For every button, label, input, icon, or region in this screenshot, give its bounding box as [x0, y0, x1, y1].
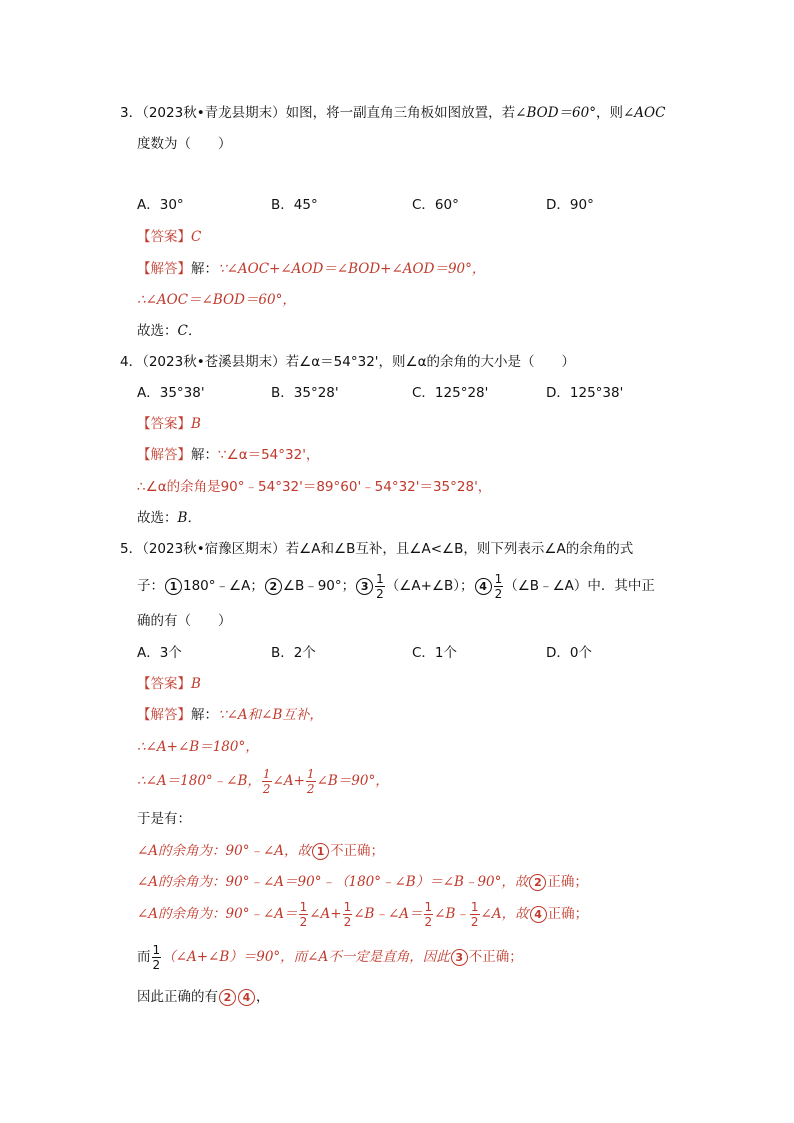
- circled-3-icon: 3: [451, 949, 468, 966]
- q4-answer-label: 【答案】: [137, 416, 191, 432]
- q4-solution-prefix: 解：: [191, 447, 218, 463]
- q4-choose: [137, 507, 201, 529]
- fraction-half: $\frac{1}{2}$: [494, 571, 503, 601]
- q5-sol5-part-b: 不正确；: [330, 843, 385, 859]
- q5-sol6-part-a: ∠A的余角为：90°﹣∠A＝90°﹣（180°﹣∠B）＝∠B﹣90°，故: [137, 874, 529, 890]
- circled-2-icon: 2: [219, 989, 236, 1006]
- q5-expr4: （∠B﹣∠A）中．其中正: [504, 578, 655, 594]
- q5-sol7-part-d: ∠B﹣: [434, 906, 469, 922]
- q5-solution-prefix: 解：: [191, 707, 218, 723]
- q5-option-b: B．2个: [271, 645, 316, 661]
- q5-solution-line1: [137, 704, 323, 726]
- circled-2-icon: 2: [529, 874, 546, 891]
- q5-solution-step4: 于是有：: [137, 811, 191, 827]
- q4-choose-prefix: 故选：: [137, 510, 178, 526]
- q4-option-c: C．125°28': [412, 385, 489, 401]
- q3-solution-label: 【解答】: [137, 261, 191, 277]
- q3-solution-line1: [137, 258, 485, 280]
- q5-sol9-part-a: 因此正确的有: [137, 989, 218, 1005]
- q3-option-b: B．45°: [271, 197, 318, 213]
- q5-option-c: C．1个: [412, 645, 458, 661]
- circled-4-icon: 4: [530, 906, 547, 923]
- q5-source: （2023秋•宿豫区期末）: [142, 541, 286, 557]
- q5-sol8-part-b: （∠A+∠B）＝90°，而∠A不一定是直角，因此: [162, 949, 450, 965]
- q3-solution-prefix: 解：: [191, 261, 218, 277]
- q5-sol8-part-c: 不正确；: [468, 949, 523, 965]
- fraction-half: $\frac{1}{2}$: [376, 571, 384, 601]
- q4-solution-step1: ∵∠α＝54°32'，: [218, 447, 320, 463]
- q3-answer-label: 【答案】: [137, 229, 191, 245]
- q3-number: 3．: [120, 105, 143, 121]
- q4-answer: [137, 413, 201, 435]
- q5-line2: [137, 572, 655, 600]
- q5-option-a: A．3个: [137, 645, 182, 661]
- q4-line1: [120, 351, 575, 373]
- q5-sol6-part-b: 正确；: [547, 874, 588, 890]
- q5-expr1: 180°﹣∠A；: [183, 578, 264, 594]
- q5-answer: [137, 673, 201, 695]
- q4-option-b: B．35°28': [271, 385, 339, 401]
- q3-target: ∠AOC: [622, 105, 666, 121]
- circled-2-icon: 2: [265, 578, 282, 595]
- q5-solution-step6: [137, 871, 588, 893]
- q4-option-d: D．125°38': [546, 385, 624, 401]
- q5-solution-label: 【解答】: [137, 707, 191, 723]
- q3-option-c: C．60°: [412, 197, 459, 213]
- q3-source: （2023秋•青龙县期末）: [142, 105, 286, 121]
- q3-option-a: A．30°: [137, 197, 184, 213]
- q3-choose-value: C．: [177, 323, 202, 339]
- circled-4-icon: 4: [238, 989, 255, 1006]
- q4-number: 4．: [120, 354, 143, 370]
- fraction-half: $\frac{1}{2}$: [306, 767, 315, 796]
- q5-sol8-part-a: 而: [137, 949, 151, 965]
- q5-solution-step5: [137, 840, 384, 862]
- q5-line2-prefix: 子：: [137, 578, 164, 594]
- q4-solution-step2: ∴∠α的余角是90°﹣54°32'＝89°60'﹣54°32'＝35°28'，: [137, 479, 492, 495]
- fraction-half: $\frac{1}{2}$: [424, 899, 433, 929]
- q3-solution-step2: ∴∠AOC＝∠BOD＝60°，: [137, 292, 296, 308]
- q5-text1: 若∠A和∠B互补，且∠A<∠B，则下列表示∠A的余角的式: [285, 541, 634, 557]
- q5-sol7-part-c: ∠B﹣∠A＝: [353, 906, 423, 922]
- fraction-half: $\frac{1}{2}$: [262, 767, 271, 796]
- q5-solution-step2: ∴∠A+∠B＝180°，: [137, 739, 259, 755]
- q3-condition: ∠BOD＝60°: [515, 105, 596, 121]
- circled-1-icon: 1: [165, 578, 182, 595]
- q5-sol5-part-a: ∠A的余角为：90°﹣∠A，故: [137, 843, 312, 859]
- q3-solution-step1: ∵∠AOC+∠AOD＝∠BOD+∠AOD＝90°，: [218, 261, 486, 277]
- q3-choose-prefix: 故选：: [137, 323, 178, 339]
- q3-option-d: D．90°: [546, 197, 594, 213]
- q5-sol7-part-a: ∠A的余角为：90°﹣∠A＝: [137, 906, 298, 922]
- fraction-half: $\frac{1}{2}$: [470, 899, 479, 929]
- q5-solution-step9: [137, 986, 270, 1008]
- q4-source: （2023秋•苍溪县期末）: [142, 354, 286, 370]
- q5-option-d: D．0个: [546, 645, 592, 661]
- q5-sol7-part-b: ∠A+: [309, 906, 342, 922]
- q5-sol7-part-f: 正确；: [547, 906, 589, 922]
- q5-sol7-part-e: ∠A，故: [480, 906, 529, 922]
- fraction-half: $\frac{1}{2}$: [299, 899, 308, 929]
- q5-sol9-part-b: ，: [256, 989, 270, 1005]
- q5-number: 5．: [120, 541, 143, 557]
- q5-answer-label: 【答案】: [137, 676, 191, 692]
- circled-1-icon: 1: [312, 843, 329, 860]
- q3-text2: ，则: [595, 105, 623, 121]
- q5-sol3-part-b: ∠A+: [272, 773, 305, 789]
- q5-expr3: （∠A+∠B）；: [385, 578, 474, 594]
- q4-solution-label: 【解答】: [137, 447, 191, 463]
- fraction-half: $\frac{1}{2}$: [152, 942, 161, 972]
- q3-line2: 度数为（ ）: [137, 136, 232, 152]
- q3-line1: [120, 102, 665, 124]
- q3-text1: 如图，将一副直角三角板如图放置，若: [285, 105, 516, 121]
- q3-answer: [137, 226, 201, 248]
- q5-answer-value: B: [191, 676, 201, 692]
- q5-sol3-part-a: ∴∠A＝180°﹣∠B，: [137, 773, 261, 789]
- q4-text: 若∠α＝54°32'，则∠α的余角的大小是（ ）: [285, 354, 575, 370]
- q4-answer-value: B: [191, 416, 201, 432]
- q5-line3: 确的有（ ）: [137, 613, 232, 629]
- q3-answer-value: C: [191, 229, 202, 245]
- q5-solution-step8: [137, 942, 523, 972]
- q5-solution-step3: [137, 766, 389, 796]
- circled-4-icon: 4: [475, 578, 492, 595]
- q5-sol3-part-c: ∠B＝90°，: [316, 773, 389, 789]
- q5-expr2: ∠B﹣90°；: [282, 578, 356, 594]
- q4-option-a: A．35°38': [137, 385, 205, 401]
- circled-3-icon: 3: [356, 578, 373, 595]
- q5-solution-step7: [137, 899, 588, 929]
- q4-solution-line1: [137, 444, 319, 466]
- q5-line1: [120, 538, 633, 560]
- fraction-half: $\frac{1}{2}$: [343, 899, 352, 929]
- q4-choose-value: B．: [177, 510, 201, 526]
- q3-choose: [137, 320, 201, 342]
- q5-solution-step1: ∵∠A和∠B互补，: [218, 707, 323, 723]
